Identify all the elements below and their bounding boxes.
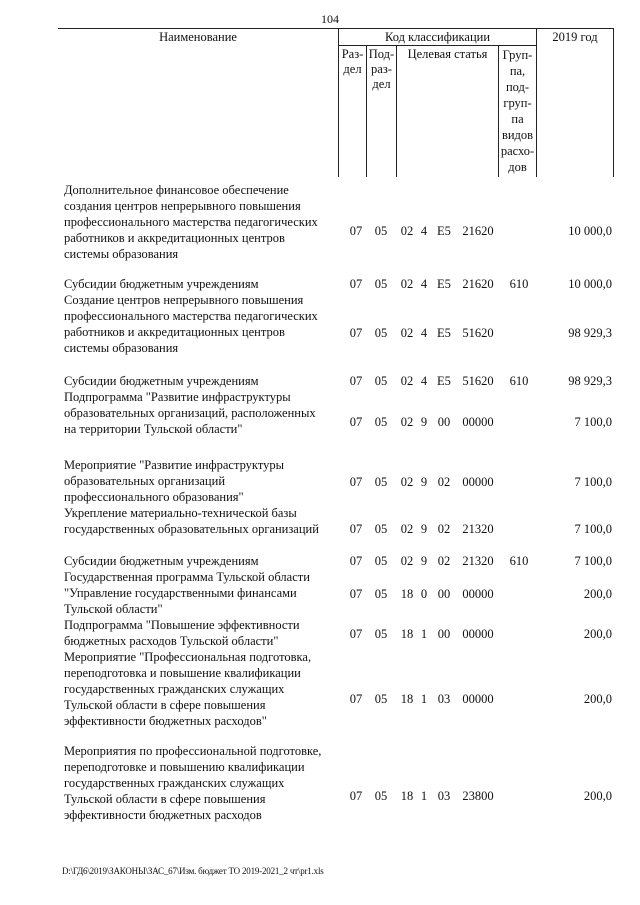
target-code-subprogram: 1 [420, 627, 428, 641]
row-name [64, 553, 334, 569]
row-amount: 98 929,3 [568, 374, 612, 388]
row-amount: 98 929,3 [568, 326, 612, 340]
subsection-code: 05 [374, 789, 388, 803]
target-code-event: 02 [437, 522, 451, 536]
target-code-program: 18 [400, 627, 414, 641]
section-code: 07 [349, 692, 363, 706]
section-code: 07 [349, 587, 363, 601]
row-name-line: профессионального образования" [64, 490, 244, 504]
page-number: 104 [321, 12, 339, 26]
subsection-code: 05 [374, 627, 388, 641]
expense-type-code: 610 [509, 374, 529, 388]
row-name [64, 569, 334, 617]
row-name [64, 617, 334, 649]
target-code-subprogram: 4 [420, 326, 428, 340]
section-code: 07 [349, 554, 363, 568]
target-code-subprogram: 1 [420, 692, 428, 706]
header-code: Код классификации [384, 30, 491, 44]
expense-type-code: 610 [509, 277, 529, 291]
row-name-line: работников и аккредитационных центров [64, 325, 285, 339]
target-code-direction: 00000 [462, 587, 494, 601]
header-subsection: Под- раз- дел [368, 47, 395, 91]
target-code-direction: 00000 [462, 475, 494, 489]
section-code: 07 [349, 415, 363, 429]
header-target: Целевая статья [407, 47, 488, 61]
target-code-program: 02 [400, 522, 414, 536]
row-name-line: эффективности бюджетных расходов [64, 808, 262, 822]
target-code-program: 02 [400, 415, 414, 429]
row-name-line: образовательных организаций [64, 474, 226, 488]
header-group: Груп- па, под- груп- па видов расхо- дов [500, 48, 535, 174]
section-code: 07 [349, 374, 363, 388]
row-name-line: создания центров непрерывного повышения [64, 199, 301, 213]
row-amount: 10 000,0 [568, 224, 612, 238]
target-code-event: 00 [437, 587, 451, 601]
row-name-line: Мероприятия по профессиональной подготовке, [64, 744, 322, 758]
row-amount: 7 100,0 [574, 522, 612, 536]
subsection-code: 05 [374, 277, 388, 291]
row-name-line: переподготовка и повышение квалификации [64, 666, 301, 680]
row-name-line: Мероприятие "Профессиональная подготовка, [64, 650, 312, 664]
header-name: Наименование [159, 30, 237, 44]
target-code-subprogram: 4 [420, 277, 428, 291]
target-code-direction: 51620 [462, 374, 494, 388]
section-code: 07 [349, 627, 363, 641]
row-amount: 200,0 [583, 627, 612, 641]
row-name [64, 649, 334, 729]
row-name-line: государственных гражданских служащих [64, 682, 285, 696]
expense-type-code: 610 [509, 554, 529, 568]
footer-file-path: D:\ГД6\2019\ЗАКОНЫ\ЗАС_67\Изм. бюджет ТО 2019-2021_2 чт\pr1.xls [62, 866, 324, 876]
target-code-subprogram: 9 [420, 554, 428, 568]
row-amount: 200,0 [583, 692, 612, 706]
target-code-subprogram: 4 [420, 374, 428, 388]
target-code-program: 02 [400, 224, 414, 238]
row-name-line: Государственная программа Тульской области [64, 570, 310, 584]
subsection-code: 05 [374, 692, 388, 706]
target-code-event: 00 [437, 627, 451, 641]
target-code-program: 18 [400, 587, 414, 601]
target-code-program: 02 [400, 374, 414, 388]
section-code: 07 [349, 789, 363, 803]
row-name [64, 505, 334, 537]
row-name-line: Укрепление материально-технической базы [64, 506, 297, 520]
section-code: 07 [349, 326, 363, 340]
row-amount: 7 100,0 [574, 554, 612, 568]
target-code-program: 02 [400, 475, 414, 489]
row-amount: 7 100,0 [574, 475, 612, 489]
row-name [64, 389, 334, 437]
row-name-line: профессионального мастерства педагогических [64, 309, 318, 323]
row-name-line: системы образования [64, 341, 179, 355]
row-name-line: профессионального мастерства педагогических [64, 215, 318, 229]
row-name [64, 182, 334, 262]
target-code-subprogram: 9 [420, 415, 428, 429]
target-code-direction: 21620 [462, 277, 494, 291]
row-name-line: Дополнительное финансовое обеспечение [64, 183, 289, 197]
row-name-line: системы образования [64, 247, 179, 261]
subsection-code: 05 [374, 554, 388, 568]
target-code-direction: 21620 [462, 224, 494, 238]
target-code-direction: 23800 [462, 789, 494, 803]
target-code-event: 03 [437, 692, 451, 706]
target-code-subprogram: 9 [420, 475, 428, 489]
target-code-direction: 21320 [462, 522, 494, 536]
target-code-event: E5 [437, 277, 451, 291]
row-name [64, 743, 334, 823]
row-name-line: государственных образовательных организаций [64, 522, 319, 536]
row-name-line: эффективности бюджетных расходов" [64, 714, 267, 728]
row-name-line: Тульской области в сфере повышения [64, 698, 266, 712]
subsection-code: 05 [374, 224, 388, 238]
row-name-line: Мероприятие "Развитие инфраструктуры [64, 458, 285, 472]
section-code: 07 [349, 277, 363, 291]
target-code-event: 03 [437, 789, 451, 803]
row-name-line: бюджетных расходов Тульской области" [64, 634, 279, 648]
target-code-event: E5 [437, 326, 451, 340]
row-name-line: Создание центров непрерывного повышения [64, 293, 304, 307]
row-name [64, 276, 334, 292]
row-name-line: Тульской области в сфере повышения [64, 792, 266, 806]
subsection-code: 05 [374, 522, 388, 536]
row-name-line: Субсидии бюджетным учреждениям [64, 374, 259, 388]
row-amount: 7 100,0 [574, 415, 612, 429]
row-amount: 10 000,0 [568, 277, 612, 291]
row-name-line: "Управление государственными финансами [64, 586, 297, 600]
target-code-event: E5 [437, 224, 451, 238]
target-code-subprogram: 0 [420, 587, 428, 601]
target-code-program: 02 [400, 277, 414, 291]
subsection-code: 05 [374, 326, 388, 340]
row-name-line: Подпрограмма "Развитие инфраструктуры [64, 390, 291, 404]
target-code-direction: 00000 [462, 692, 494, 706]
target-code-subprogram: 4 [420, 224, 428, 238]
section-code: 07 [349, 475, 363, 489]
row-name-line: образовательных организаций, расположенных [64, 406, 316, 420]
target-code-direction: 00000 [462, 415, 494, 429]
target-code-event: 02 [437, 475, 451, 489]
target-code-subprogram: 1 [420, 789, 428, 803]
target-code-direction: 00000 [462, 627, 494, 641]
target-code-program: 18 [400, 692, 414, 706]
row-amount: 200,0 [583, 789, 612, 803]
subsection-code: 05 [374, 475, 388, 489]
target-code-event: 00 [437, 415, 451, 429]
target-code-subprogram: 9 [420, 522, 428, 536]
header-year: 2019 год [552, 30, 598, 44]
row-name-line: Субсидии бюджетным учреждениям [64, 554, 259, 568]
subsection-code: 05 [374, 415, 388, 429]
subsection-code: 05 [374, 587, 388, 601]
row-name-line: переподготовке и повышению квалификации [64, 760, 305, 774]
row-name-line: Подпрограмма "Повышение эффективности [64, 618, 300, 632]
target-code-event: 02 [437, 554, 451, 568]
section-code: 07 [349, 224, 363, 238]
target-code-program: 18 [400, 789, 414, 803]
row-name-line: на территории Тульской области" [64, 422, 243, 436]
target-code-event: E5 [437, 374, 451, 388]
row-name-line: государственных гражданских служащих [64, 776, 285, 790]
row-name-line: работников и аккредитационных центров [64, 231, 285, 245]
section-code: 07 [349, 522, 363, 536]
target-code-program: 02 [400, 326, 414, 340]
row-name-line: Субсидии бюджетным учреждениям [64, 277, 259, 291]
subsection-code: 05 [374, 374, 388, 388]
target-code-direction: 21320 [462, 554, 494, 568]
row-amount: 200,0 [583, 587, 612, 601]
row-name-line: Тульской области" [64, 602, 163, 616]
row-name [64, 373, 334, 389]
row-name [64, 292, 334, 356]
row-name [64, 457, 334, 505]
target-code-program: 02 [400, 554, 414, 568]
header-section: Раз- дел [341, 47, 364, 76]
target-code-direction: 51620 [462, 326, 494, 340]
